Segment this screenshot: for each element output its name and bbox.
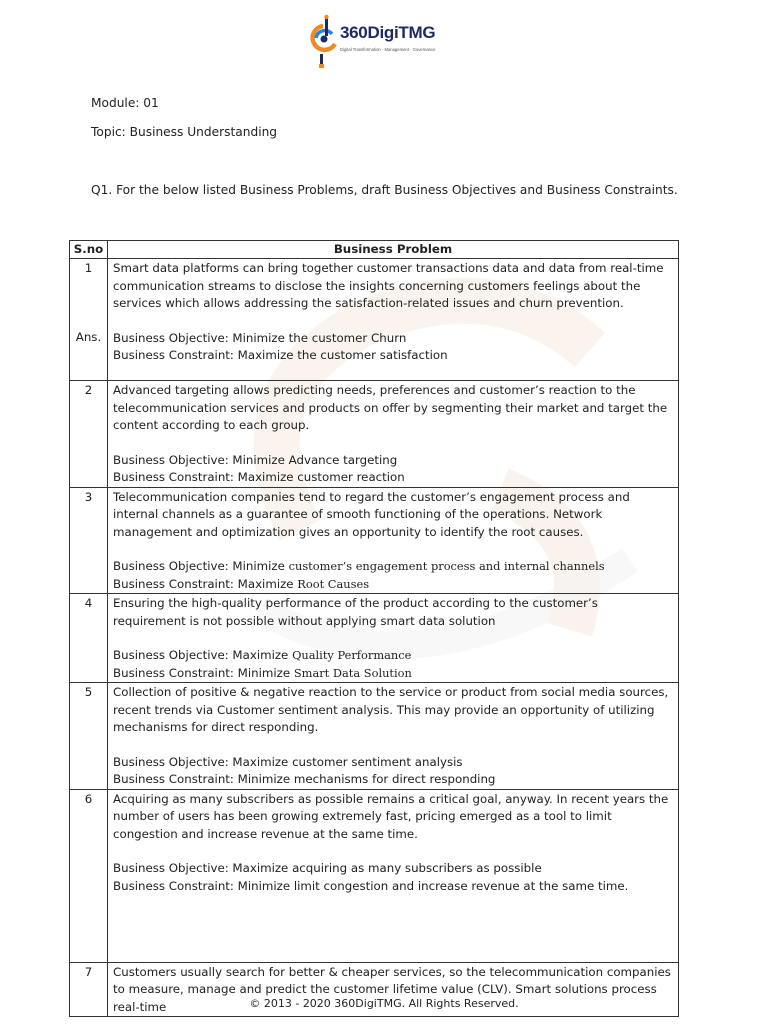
sno-cell — [70, 259, 108, 381]
business-constraint: Business Constraint: Minimize limit congestion and increase revenue at the same time. — [113, 878, 629, 893]
sno-cell — [70, 487, 108, 594]
problem-cell — [108, 594, 679, 683]
problem-text: Telecommunication companies tend to regard the customer’s engagement process and internal channels as a guarantee of smooth functioning of the operations. Network management and optimization gives an opportunity to identify the root causes. — [113, 489, 630, 539]
business-constraint: Business Constraint: Maximize the customer satisfaction — [113, 348, 448, 362]
question-text: Q1. For the below listed Business Problems, draft Business Objectives and Business Constraints. — [91, 183, 678, 197]
table-row — [70, 487, 679, 594]
column-header-sno: S.no — [70, 241, 108, 259]
problem-text: Customers usually search for better & cheaper services, so the telecommunication companies to measure, manage and predict the customer lifetime value (CLV). Smart solutions process real-time — [113, 964, 671, 1014]
brand-name: 360DigiTMG — [340, 23, 436, 42]
brand-tagline: Digital Transformation · Management · Governance — [340, 47, 436, 52]
brand-logo — [307, 14, 457, 68]
constraint-prefix: Business Constraint: Minimize — [113, 665, 294, 680]
objective-prefix: Business Objective: Minimize — [113, 559, 289, 573]
problem-text: Smart data platforms can bring together customer transactions data and data from real-time communication streams to disclose the insights concerning customers feelings about the services which allows addressing the satisfaction-related issues and churn prevention. — [113, 261, 664, 310]
problem-text: Collection of positive & negative reaction to the service or product from social media sources, recent trends via Customer sentiment analysis. This may provide an opportunity of utilizing mechanisms for direct responding. — [113, 685, 669, 734]
problem-cell — [108, 789, 679, 962]
business-objective: Business Objective: Maximize acquiring as many subscribers as possible — [113, 861, 542, 875]
copyright-footer: © 2013 - 2020 360DigiTMG. All Rights Reserved. — [249, 997, 519, 1010]
column-header-problem: Business Problem — [108, 241, 679, 259]
problem-cell — [108, 487, 679, 594]
sno-cell — [70, 594, 108, 683]
problem-cell — [108, 259, 679, 381]
problem-text: Ensuring the high-quality performance of the product according to the customer’s requirement is not possible without applying smart data solution — [113, 596, 598, 628]
row-number: 2 — [84, 383, 93, 397]
table-row — [70, 789, 679, 962]
table-header-row — [70, 241, 679, 259]
row-number: 3 — [84, 489, 93, 504]
sno-cell — [70, 683, 108, 790]
table-row — [70, 381, 679, 488]
objective-prefix: Business Objective: Maximize — [113, 648, 293, 662]
business-constraint: Business Constraint: Maximize customer reaction — [113, 470, 405, 484]
table-row — [70, 259, 679, 381]
row-number: 5 — [84, 685, 93, 699]
business-objective: Business Objective: Minimize Advance targeting — [113, 452, 398, 467]
problem-text: Acquiring as many subscribers as possible remains a critical goal, anyway. In recent years the number of users has been growing extremely fast, pricing emerged as a tool to limit congestion and increase revenue at the same time. — [113, 791, 669, 841]
module-label: Module: 01 — [91, 96, 159, 110]
business-objective — [113, 558, 673, 576]
problem-cell — [108, 381, 679, 488]
brand-logo-mark-icon — [307, 14, 339, 68]
business-problems-table — [69, 240, 679, 1017]
row-number: 4 — [84, 596, 93, 610]
constraint-detail: Root Causes — [297, 576, 370, 591]
answer-label: Ans. — [75, 330, 102, 344]
business-constraint — [113, 576, 673, 594]
topic-label: Topic: Business Understanding — [91, 125, 278, 139]
objective-detail: customer’s engagement process and internal channels — [288, 559, 605, 573]
business-constraint — [113, 665, 673, 683]
problem-cell — [108, 683, 679, 790]
table-row — [70, 594, 679, 683]
business-objective: Business Objective: Minimize the customer Churn — [113, 330, 407, 345]
constraint-prefix: Business Constraint: Maximize — [113, 576, 298, 591]
constraint-detail: Smart Data Solution — [293, 665, 412, 680]
sno-cell — [70, 789, 108, 962]
business-constraint: Business Constraint: Minimize mechanisms for direct responding — [113, 772, 496, 786]
row-number: 1 — [84, 261, 93, 275]
objective-detail: Quality Performance — [292, 648, 412, 662]
sno-cell — [70, 381, 108, 488]
table-row — [70, 683, 679, 790]
row-number: 7 — [84, 964, 93, 979]
business-objective: Business Objective: Maximize customer sentiment analysis — [113, 754, 463, 769]
business-objective — [113, 647, 673, 665]
problem-text: Advanced targeting allows predicting needs, preferences and customer’s reaction to the telecommunication services and products on offer by segmenting their market and target the content according to each group. — [113, 383, 668, 432]
row-number: 6 — [84, 791, 93, 806]
